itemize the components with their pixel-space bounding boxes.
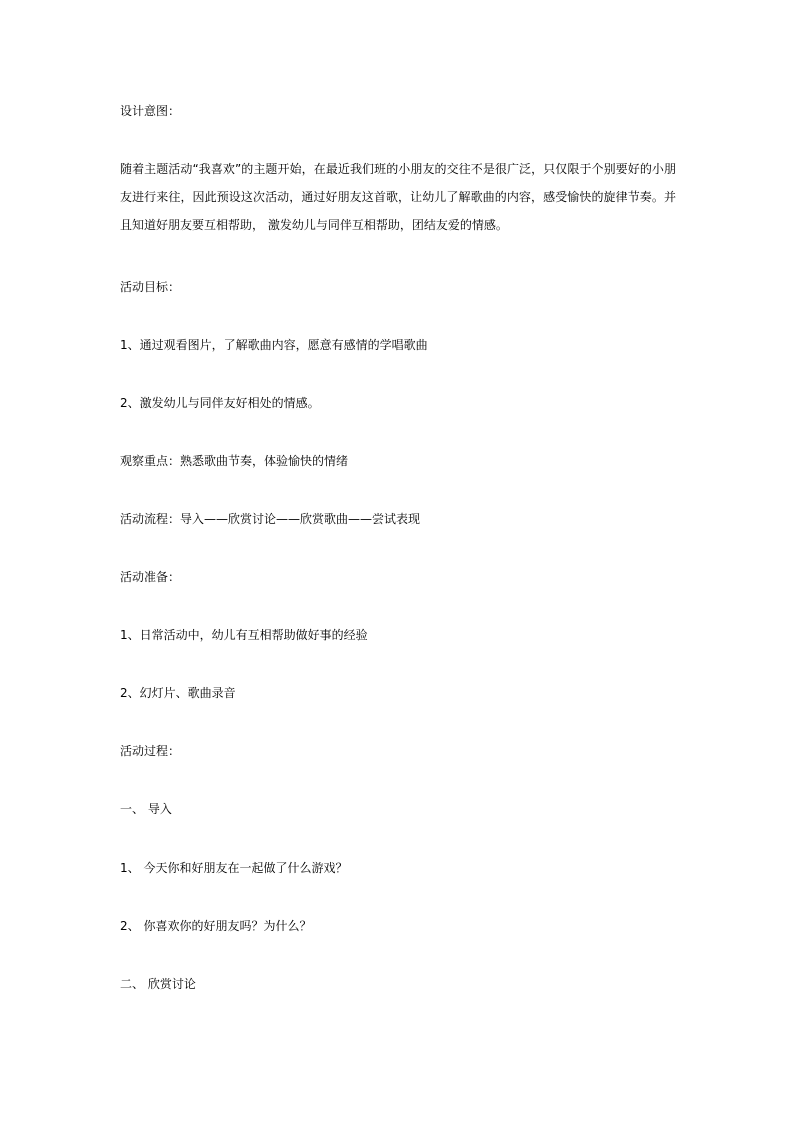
question-item-1: 1、 今天你和好朋友在一起做了什么游戏？ <box>120 861 348 875</box>
question-item-2: 2、 你喜欢你的好朋友吗？为什么？ <box>120 919 312 933</box>
preparation-item-2: 2、幻灯片、歌曲录音 <box>120 686 236 700</box>
design-intent-paragraph: 随着主题活动“我喜欢”的主题开始，在最近我们班的小朋友的交往不是很广泛，只仅限于个别要好的小朋友进行来往，因此预设这次活动，通过好朋友这首歌，让幼儿了解歌曲的内容，感受愉快的旋律节奏。并且知道好朋友要互相帮助， 激发幼儿与同伴互相帮助，团结友爱的情感。 <box>120 162 676 232</box>
preparation-item-1: 1、日常活动中，幼儿有互相帮助做好事的经验 <box>120 628 368 642</box>
goal-item-1: 1、通过观看图片，了解歌曲内容，愿意有感情的学唱歌曲 <box>120 338 428 352</box>
section-2-heading: 二、 欣赏讨论 <box>120 977 196 991</box>
design-intent-heading: 设计意图： <box>120 104 181 118</box>
section-1-heading: 一、 导入 <box>120 802 172 816</box>
procedure-heading: 活动过程： <box>120 744 181 758</box>
preparation-heading: 活动准备： <box>120 570 181 584</box>
observation-focus: 观察重点：熟悉歌曲节奏，体验愉快的情绪 <box>120 454 349 468</box>
process-flow: 活动流程：导入——欣赏讨论——欣赏歌曲——尝试表现 <box>120 512 421 526</box>
goals-heading: 活动目标： <box>120 280 181 294</box>
goal-item-2: 2、激发幼儿与同伴友好相处的情感。 <box>120 396 320 410</box>
